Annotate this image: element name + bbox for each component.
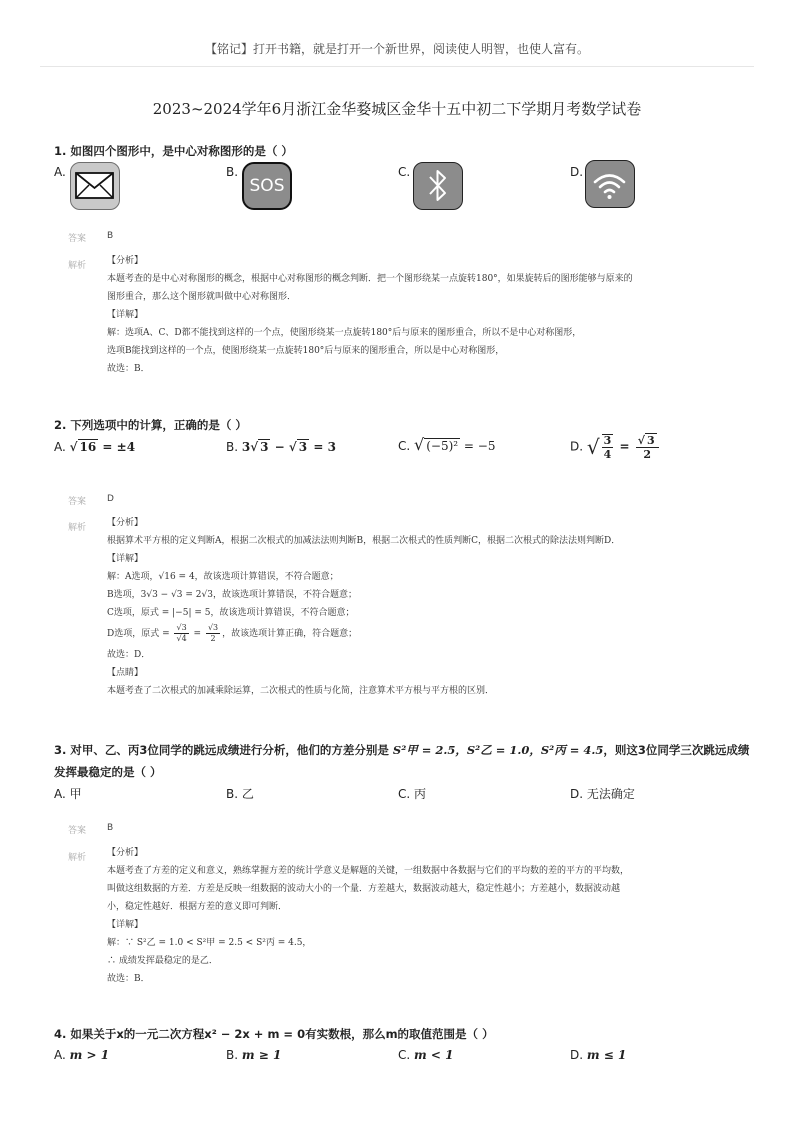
q1-exp-heading-detail: 【详解】 [107, 310, 144, 320]
sos-icon [242, 162, 292, 210]
q4-option-b-label: B. [226, 1048, 239, 1062]
q3-answer-value: B [107, 823, 114, 833]
q3-option-b: B. 乙 [226, 787, 254, 801]
header-motto: 【铭记】打开书籍，就是打开一个新世界，阅读使人明智，也使人富有。 [204, 42, 589, 56]
q3-exp-heading-detail: 【详解】 [107, 920, 144, 930]
q2-a-rest: = ±4 [98, 440, 136, 454]
q2-a-radicand: 16 [79, 440, 97, 454]
q4-option-c-label: C. [398, 1048, 411, 1062]
q2-option-b: B. 3√ 3 − √ 3 = 3 [226, 440, 336, 454]
q1-exp-line: 图形重合，那么这个图形就叫做中心对称图形． [107, 292, 297, 302]
q2-b-minus: − [270, 440, 289, 454]
q3-exp-line: 故选：B． [107, 974, 150, 984]
q2-exp-line: 故选：D． [107, 650, 151, 660]
q4-option-a [54, 1046, 109, 1064]
q2-exp-line: 本题考查了二次根式的加减乘除运算，二次根式的性质与化简，注意算术平方根与平方根的区别． [107, 686, 495, 696]
q2-c-rest: = −5 [460, 439, 496, 453]
q2-b-rad2: 3 [298, 440, 308, 454]
question-3-stem-line2: 发挥最稳定的是（ ） [54, 765, 162, 779]
q2-b-rad1: 3 [260, 440, 269, 454]
q2-option-b-label: B. [226, 440, 239, 454]
wifi-icon [585, 160, 635, 208]
q4-option-a-label: A. [54, 1048, 66, 1062]
question-3-stem-line1 [54, 742, 749, 758]
q1-analysis-tag: 解析 [68, 261, 87, 271]
header-divider [40, 66, 754, 67]
page-title: 2023~2024学年6月浙江金华婺城区金华十五中初二下学期月考数学试卷 [152, 100, 642, 118]
q2-option-d-label: D. [570, 439, 584, 454]
q2-d-denominator: 4 [603, 448, 612, 461]
q1-answer-tag: 答案 [68, 234, 87, 244]
q2-b-coef: 3 [241, 440, 251, 454]
q3-stem-variances: S²甲 = 2.5，S²乙 = 1.0，S²丙 = 4.5 [392, 743, 604, 757]
q3-exp-heading-analysis: 【分析】 [107, 848, 144, 858]
q2-b-rest: = 3 [309, 440, 336, 454]
q3-answer-tag: 答案 [68, 826, 87, 836]
q1-answer-value: B [107, 231, 114, 241]
q1-exp-line: 本题考查的是中心对称图形的概念，根据中心对称图形的概念判断．把一个图形绕某一点旋转180°，如果旋转后的图形能够与原来的 [107, 274, 633, 284]
question-4-stem: 4. 如果关于x的一元二次方程x² − 2x + m = 0有实数根，那么m的取值范围是（ ） [54, 1027, 494, 1041]
q2-d-numerator: 3 [603, 434, 612, 447]
q2-exp-d-den2: 2 [210, 634, 216, 643]
q4-option-d-label: D. [570, 1048, 584, 1062]
question-1-stem: 1. 如图四个图形中，是中心对称图形的是（ ） [54, 144, 293, 158]
q4-option-c [398, 1046, 454, 1064]
q2-d-result-num: 3 [646, 433, 655, 447]
q4-option-a-expr: m > 1 [69, 1048, 110, 1062]
q2-exp-d-eq: = [190, 629, 204, 639]
q2-exp-heading-detail: 【详解】 [107, 554, 144, 564]
q2-exp-line: 根据算术平方根的定义判断A，根据二次根式的加减法法则判断B，根据二次根式的性质判断C，根据二次根式的除法法则判断D． [107, 536, 621, 546]
q1-option-a-label: A. [54, 165, 66, 179]
envelope-icon [70, 162, 120, 210]
q2-exp-heading-note: 【点睛】 [107, 668, 144, 678]
q2-option-a: A. √ 16 = ±4 [54, 440, 136, 454]
q2-exp-d-num2: √3 [207, 623, 219, 632]
q2-exp-d-den: √4 [176, 634, 187, 643]
q1-exp-line: 选项B能找到这样的一个点，使图形绕某一点旋转180°后与原来的图形重合，所以是中心对称图形， [107, 346, 505, 356]
q2-exp-d-num: √3 [176, 623, 187, 632]
q3-analysis-tag: 解析 [68, 853, 87, 863]
q2-option-c-label: C. [398, 439, 411, 453]
q2-option-a-label: A. [54, 440, 66, 454]
q2-d-eq: = [615, 439, 634, 454]
q2-exp-line: B选项，3√3 − √3 = 2√3，故该选项计算错误，不符合题意； [107, 590, 357, 600]
q2-exp-line-d [107, 622, 620, 646]
q3-explanation [107, 844, 629, 988]
sos-text: SOS [249, 176, 285, 196]
q4-option-b-expr: m ≥ 1 [241, 1048, 282, 1062]
q1-exp-line: 故选：B． [107, 364, 150, 374]
q2-option-d: D. √ $\frac{3}{4}$ = $\frac{√ 3}{2}$ [570, 434, 661, 460]
q2-exp-line: 解：A选项，√16 = 4，故该选项计算错误，不符合题意； [107, 572, 339, 582]
q3-option-c: C. 丙 [398, 787, 427, 801]
q3-option-d: D. 无法确定 [570, 787, 635, 801]
q3-stem-part3: ，则这3位同学三次跳远成绩 [603, 743, 750, 757]
q2-option-c: C. √ (−5)² = −5 [398, 435, 496, 454]
q2-exp-heading-analysis: 【分析】 [107, 518, 144, 528]
q1-exp-line: 解：选项A、C、D都不能找到这样的一个点，使图形绕某一点旋转180°后与原来的图形重合，所以不是中心对称图形， [107, 328, 582, 338]
q3-exp-line: ∴ 成绩发挥最稳定的是乙． [107, 956, 218, 966]
q4-option-b [226, 1046, 281, 1064]
q3-stem-part1: 3. 对甲、乙、丙3位同学的跳远成绩进行分析，他们的方差分别是 [54, 743, 393, 757]
q1-option-b-label: B. [226, 165, 239, 179]
q3-exp-line: 叫做这组数据的方差．方差是反映一组数据的波动大小的一个量．方差越大，数据波动越大，稳定性越小；方差越小，数据波动越 [107, 884, 621, 894]
q3-option-a: A. 甲 [54, 787, 82, 801]
q2-answer-tag: 答案 [68, 497, 87, 507]
q2-d-result-den: 2 [643, 447, 651, 461]
q1-option-d-label: D. [570, 165, 584, 179]
q2-answer-value: D [107, 494, 114, 504]
q3-exp-line: 解：∵ S²乙 = 1.0 < S²甲 = 2.5 < S²丙 = 4.5， [107, 938, 312, 948]
q2-exp-line: C选项，原式 = |−5| = 5，故该选项计算错误，不符合题意； [107, 608, 355, 618]
question-2-stem: 2. 下列选项中的计算，正确的是（ ） [54, 418, 247, 432]
q1-option-c-label: C. [398, 165, 411, 179]
q2-c-radicand: (−5)² [426, 439, 459, 453]
q4-option-d-expr: m ≤ 1 [586, 1048, 627, 1062]
q2-exp-d-prefix: D选项，原式 = [107, 629, 173, 639]
q1-explanation [107, 252, 633, 378]
q3-exp-line: 本题考查了方差的定义和意义，熟练掌握方差的统计学意义是解题的关键，一组数据中各数据与它们的平均数的差的平方的平均数， [107, 866, 630, 876]
q2-explanation [107, 514, 620, 700]
bluetooth-icon [413, 162, 463, 210]
q4-option-d [570, 1046, 626, 1064]
q3-exp-line: 小，稳定性越好．根据方差的意义即可判断． [107, 902, 288, 912]
q2-analysis-tag: 解析 [68, 523, 87, 533]
q1-exp-heading-analysis: 【分析】 [107, 256, 144, 266]
q4-option-c-expr: m < 1 [414, 1048, 454, 1062]
q2-exp-d-suffix: ，故该选项计算正确，符合题意； [222, 629, 358, 639]
